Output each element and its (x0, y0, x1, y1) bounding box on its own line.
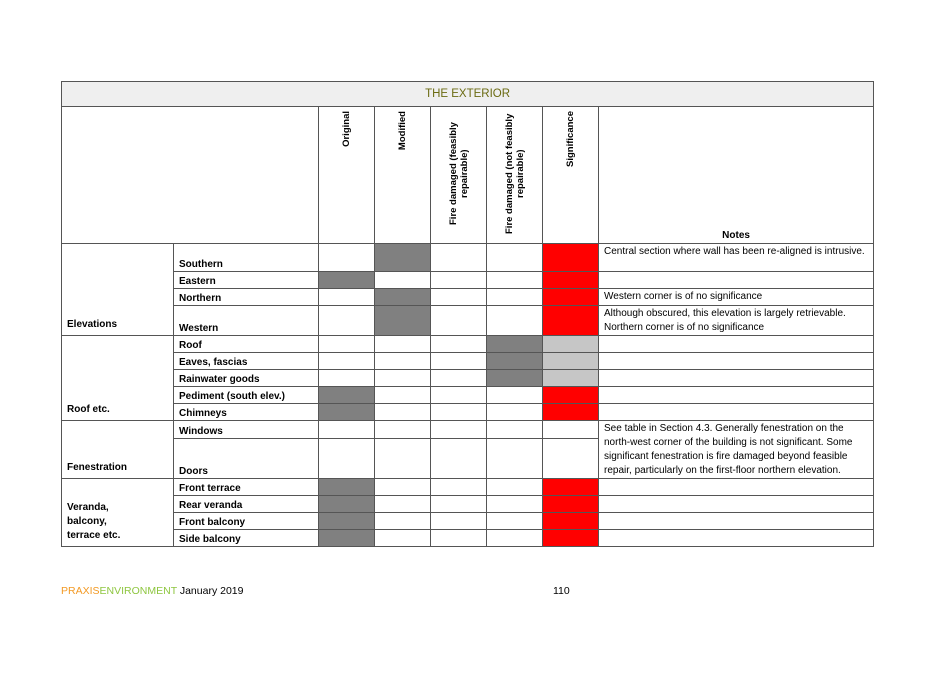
row-note (599, 513, 874, 530)
row-note (599, 272, 874, 289)
cell-modified (375, 289, 431, 306)
cell-significance (543, 404, 599, 421)
cell-significance (543, 306, 599, 336)
cell-original (319, 289, 375, 306)
cell-original (319, 336, 375, 353)
cell-fire-not-feasible (487, 496, 543, 513)
cell-fire-not-feasible (487, 421, 543, 439)
cell-original (319, 404, 375, 421)
cell-fire-not-feasible (487, 336, 543, 353)
exterior-table (61, 81, 874, 547)
footer-date: January 2019 (176, 585, 244, 597)
cell-fire-not-feasible (487, 387, 543, 404)
row-label: Front terrace (174, 479, 319, 496)
col-header-fire-feasible: Fire damaged (feasibly repairable) (431, 107, 487, 244)
cell-fire-feasible (431, 438, 487, 478)
col-header-fire-not-feasible: Fire damaged (not feasibly repairable) (487, 107, 543, 244)
row-note (599, 370, 874, 387)
group-label: Veranda, balcony, terrace etc. (62, 479, 174, 547)
cell-fire-not-feasible (487, 289, 543, 306)
cell-fire-feasible (431, 272, 487, 289)
cell-fire-feasible (431, 289, 487, 306)
row-label: Eaves, fascias (174, 353, 319, 370)
cell-original (319, 496, 375, 513)
cell-fire-feasible (431, 336, 487, 353)
row-note (599, 353, 874, 370)
cell-fire-not-feasible (487, 272, 543, 289)
row-note: Western corner is of no significance (599, 289, 874, 306)
page-number: 110 (553, 585, 570, 597)
group-label: Fenestration (62, 421, 174, 479)
table-row (62, 306, 874, 336)
row-note (599, 496, 874, 513)
cell-modified (375, 496, 431, 513)
cell-fire-feasible (431, 370, 487, 387)
row-note (599, 336, 874, 353)
row-note: See table in Section 4.3. Generally fenestration on the north-west corner of the building is not significant. Some significant fenestration is fire damaged beyond feasible repair, particularly on the first-floor northern elevation. (599, 421, 874, 479)
cell-fire-not-feasible (487, 306, 543, 336)
row-label: Side balcony (174, 530, 319, 547)
cell-significance (543, 244, 599, 272)
row-label: Pediment (south elev.) (174, 387, 319, 404)
col-header-original: Original (319, 107, 375, 244)
cell-fire-not-feasible (487, 370, 543, 387)
row-label: Rainwater goods (174, 370, 319, 387)
table-row (62, 387, 874, 404)
cell-modified (375, 387, 431, 404)
cell-significance (543, 421, 599, 439)
table-row (62, 513, 874, 530)
cell-modified (375, 438, 431, 478)
row-label: Windows (174, 421, 319, 439)
brand-environment: ENVIRONMENT (99, 585, 177, 597)
cell-modified (375, 513, 431, 530)
table-row (62, 289, 874, 306)
cell-modified (375, 244, 431, 272)
cell-modified (375, 272, 431, 289)
cell-significance (543, 336, 599, 353)
cell-fire-feasible (431, 353, 487, 370)
cell-modified (375, 421, 431, 439)
cell-fire-feasible (431, 530, 487, 547)
cell-original (319, 421, 375, 439)
row-label: Western (174, 306, 319, 336)
cell-fire-feasible (431, 421, 487, 439)
col-header-significance: Significance (543, 107, 599, 244)
row-note (599, 479, 874, 496)
cell-fire-feasible (431, 479, 487, 496)
section-title: THE EXTERIOR (62, 82, 874, 107)
row-label: Eastern (174, 272, 319, 289)
row-label: Roof (174, 336, 319, 353)
cell-original (319, 513, 375, 530)
cell-significance (543, 272, 599, 289)
cell-fire-feasible (431, 496, 487, 513)
cell-original (319, 530, 375, 547)
cell-modified (375, 306, 431, 336)
cell-fire-not-feasible (487, 404, 543, 421)
cell-significance (543, 438, 599, 478)
cell-significance (543, 479, 599, 496)
table-row (62, 496, 874, 513)
table-row (62, 404, 874, 421)
cell-fire-feasible (431, 306, 487, 336)
cell-original (319, 438, 375, 478)
row-label: Rear veranda (174, 496, 319, 513)
row-label: Northern (174, 289, 319, 306)
group-label: Roof etc. (62, 336, 174, 421)
cell-modified (375, 404, 431, 421)
row-label: Southern (174, 244, 319, 272)
cell-modified (375, 479, 431, 496)
table-row (62, 244, 874, 272)
cell-fire-not-feasible (487, 353, 543, 370)
table-row (62, 336, 874, 353)
brand-praxis: PRAXIS (61, 585, 100, 597)
cell-fire-feasible (431, 244, 487, 272)
cell-original (319, 272, 375, 289)
cell-fire-not-feasible (487, 438, 543, 478)
row-note (599, 404, 874, 421)
row-label: Doors (174, 438, 319, 478)
cell-fire-not-feasible (487, 530, 543, 547)
table-row (62, 272, 874, 289)
cell-significance (543, 289, 599, 306)
row-note: Although obscured, this elevation is largely retrievable. Northern corner is of no significance (599, 306, 874, 336)
cell-significance (543, 513, 599, 530)
cell-modified (375, 370, 431, 387)
row-note: Central section where wall has been re-aligned is intrusive. (599, 244, 874, 272)
cell-significance (543, 370, 599, 387)
cell-fire-not-feasible (487, 479, 543, 496)
table-row (62, 353, 874, 370)
cell-significance (543, 353, 599, 370)
cell-original (319, 244, 375, 272)
table-row (62, 530, 874, 547)
table-row (62, 370, 874, 387)
cell-fire-not-feasible (487, 513, 543, 530)
row-label: Chimneys (174, 404, 319, 421)
cell-fire-feasible (431, 387, 487, 404)
row-label: Front balcony (174, 513, 319, 530)
cell-modified (375, 353, 431, 370)
cell-significance (543, 530, 599, 547)
cell-original (319, 387, 375, 404)
cell-original (319, 479, 375, 496)
cell-fire-not-feasible (487, 244, 543, 272)
cell-original (319, 370, 375, 387)
row-note (599, 387, 874, 404)
table-row (62, 479, 874, 496)
cell-modified (375, 530, 431, 547)
col-header-notes: Notes (599, 107, 874, 244)
cell-fire-feasible (431, 513, 487, 530)
cell-significance (543, 496, 599, 513)
footer-brand (61, 585, 243, 597)
cell-fire-feasible (431, 404, 487, 421)
col-header-modified: Modified (375, 107, 431, 244)
header-blank (62, 107, 319, 244)
group-label: Elevations (62, 244, 174, 336)
cell-modified (375, 336, 431, 353)
cell-original (319, 306, 375, 336)
cell-original (319, 353, 375, 370)
cell-significance (543, 387, 599, 404)
table-row (62, 421, 874, 439)
row-note (599, 530, 874, 547)
